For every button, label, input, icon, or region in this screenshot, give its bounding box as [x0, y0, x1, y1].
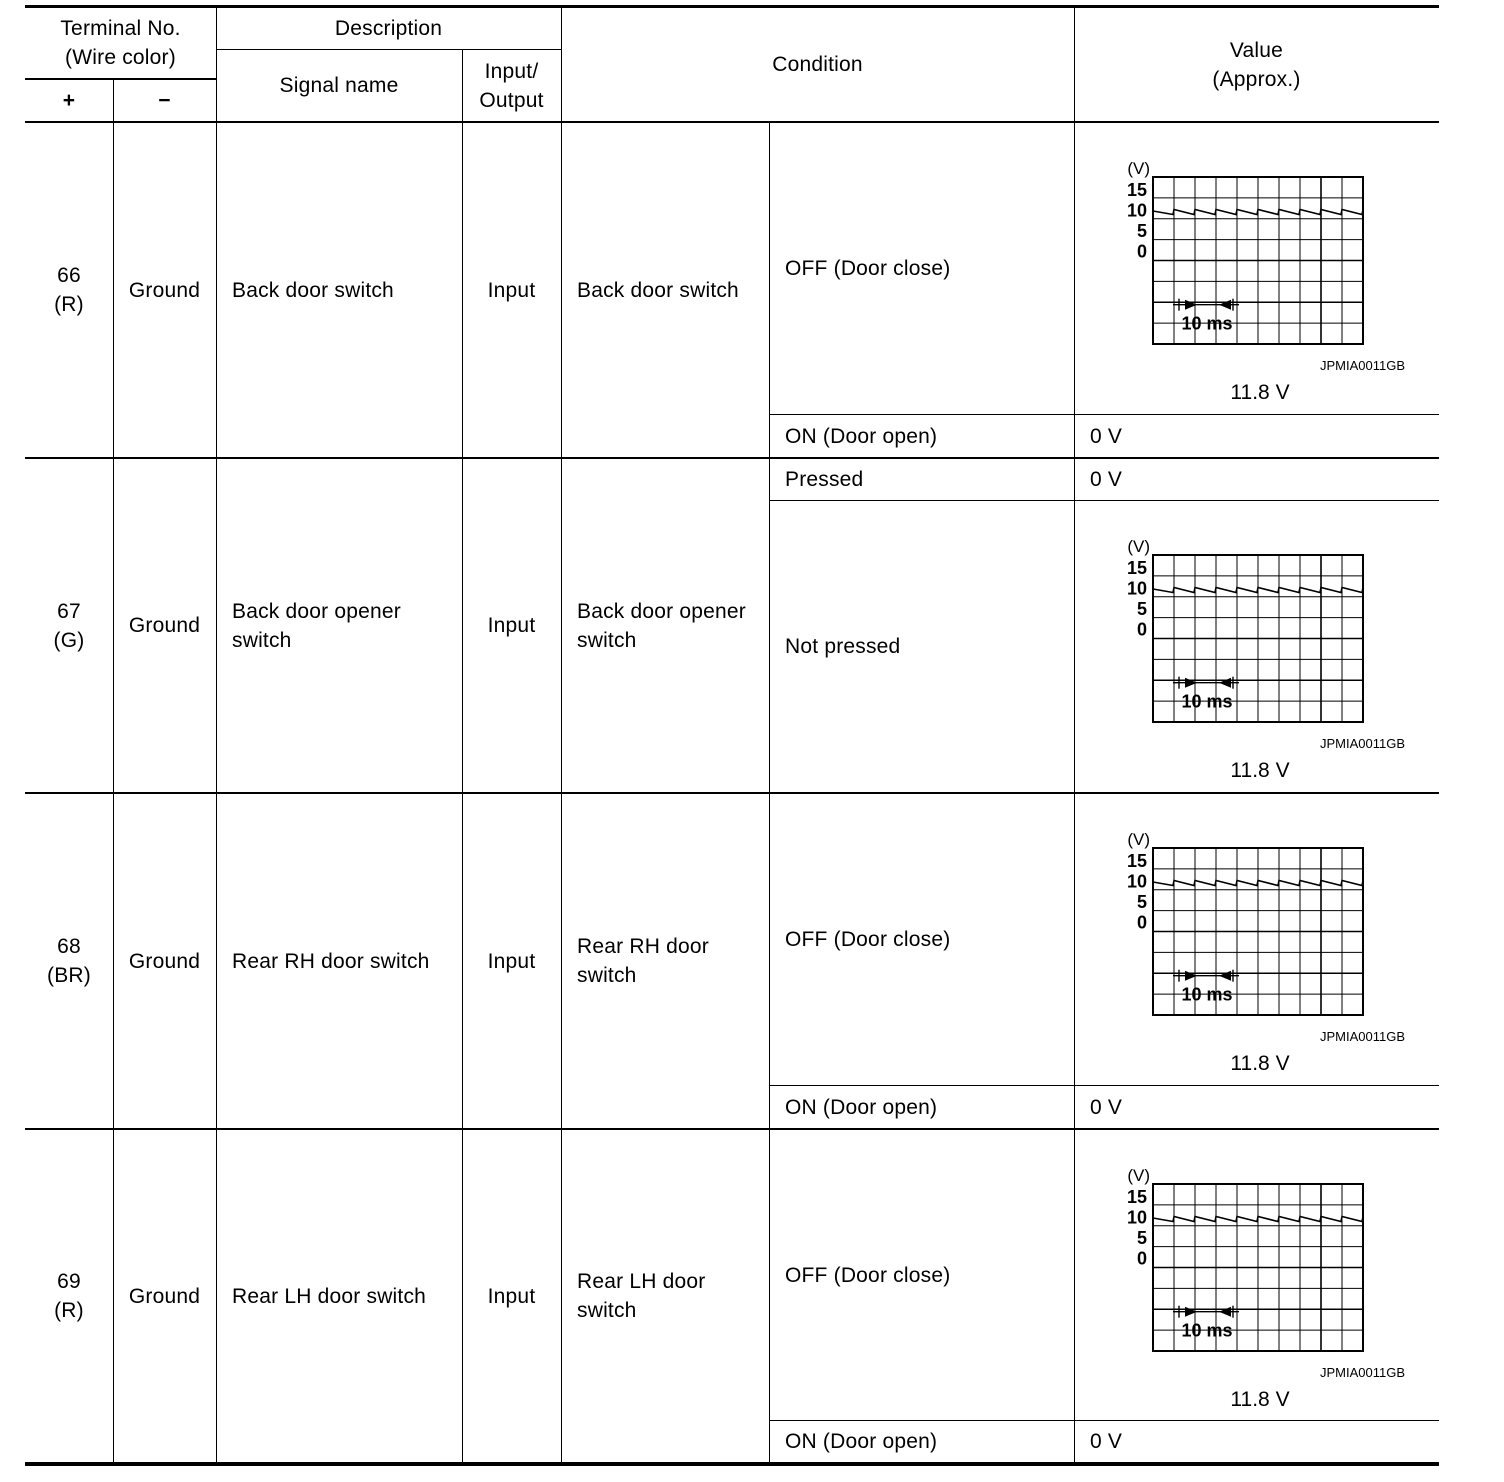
header-condition-text: Condition [772, 53, 863, 76]
value-69-on [1074, 1421, 1439, 1462]
header-plus-text: + [62, 89, 76, 112]
time-marker-arrow [1219, 678, 1231, 688]
terminal-68-text: 68 (BR) [47, 935, 91, 987]
io-69 [462, 1130, 561, 1462]
y-tick-label: 5 [1136, 1228, 1147, 1248]
ground-69 [113, 1130, 216, 1462]
io-67 [462, 459, 561, 792]
terminal-67 [25, 459, 113, 792]
time-scale-label: 10 ms [1181, 313, 1233, 334]
condition-67-text: Back door opener switch [577, 599, 746, 652]
condition-66 [561, 123, 769, 457]
signal-name-66-text: Back door switch [232, 278, 394, 302]
signal-name-67-text: Back door opener switch [232, 599, 401, 652]
ground-68-text: Ground [128, 949, 201, 973]
waveform-69 [1074, 1130, 1439, 1420]
header-value [1074, 8, 1439, 121]
time-scale-label: 10 ms [1181, 691, 1233, 712]
y-tick-label: 0 [1136, 1248, 1147, 1269]
y-tick-label: 10 [1126, 871, 1147, 892]
figure-code: JPMIA0011GB [1319, 1029, 1405, 1044]
signal-name-67 [216, 459, 462, 792]
header-terminal-no-text: Terminal No. (Wire color) [60, 17, 181, 69]
figure-code: JPMIA0011GB [1319, 358, 1405, 373]
terminal-69 [25, 1130, 113, 1462]
header-input-output-text: Input/ Output [479, 59, 544, 112]
ground-69-text: Ground [128, 1284, 201, 1308]
ground-66 [113, 123, 216, 457]
signal-name-69-text: Rear LH door switch [232, 1284, 427, 1308]
terminal-69-text: 69 (R) [54, 1270, 84, 1322]
state-67-not-pressed [769, 501, 1074, 792]
time-marker-arrow [1219, 971, 1231, 981]
io-69-text: Input [487, 1284, 536, 1308]
waveform-67 [1074, 501, 1439, 792]
waveform-figure [1074, 794, 1439, 1084]
unit-label: (V) [1127, 1166, 1150, 1185]
header-input-output [462, 50, 561, 121]
value-66-on [1074, 415, 1439, 457]
y-tick-label: 15 [1126, 180, 1147, 200]
waveform-figure [1074, 123, 1439, 413]
waveform-68 [1074, 794, 1439, 1085]
condition-66-text: Back door switch [577, 278, 739, 302]
terminal-68 [25, 794, 113, 1128]
state-68-off-text: OFF (Door close) [785, 928, 951, 951]
waveform-value: 11.8 V [1230, 1052, 1290, 1075]
state-66-on-text: ON (Door open) [785, 424, 938, 448]
io-66-text: Input [487, 278, 536, 302]
terminal-66-text: 66 (R) [54, 264, 84, 316]
unit-label: (V) [1127, 537, 1150, 556]
header-minus [113, 80, 216, 121]
value-68-on [1074, 1086, 1439, 1128]
state-68-off [769, 794, 1074, 1085]
condition-69 [561, 1130, 769, 1462]
header-condition [561, 8, 1074, 121]
signal-name-68 [216, 794, 462, 1128]
header-minus-text: − [158, 89, 171, 112]
time-marker-arrow [1219, 1307, 1231, 1317]
io-68-text: Input [487, 949, 536, 973]
io-68 [462, 794, 561, 1128]
y-tick-label: 15 [1126, 558, 1147, 578]
value-68-on-text: 0 V [1090, 1095, 1123, 1119]
condition-68-text: Rear RH door switch [577, 935, 709, 987]
state-68-on [769, 1086, 1074, 1128]
y-tick-label: 0 [1136, 619, 1147, 640]
ground-68 [113, 794, 216, 1128]
value-69-on-text: 0 V [1090, 1430, 1123, 1453]
y-tick-label: 10 [1126, 1207, 1147, 1228]
header-signal-name [216, 50, 462, 121]
y-tick-label: 10 [1126, 200, 1147, 221]
signal-name-69 [216, 1130, 462, 1462]
y-tick-label: 5 [1136, 221, 1147, 241]
time-marker-arrow [1219, 300, 1231, 310]
y-tick-label: 5 [1136, 892, 1147, 912]
y-tick-label: 15 [1126, 1187, 1147, 1207]
waveform-value: 11.8 V [1230, 381, 1290, 404]
header-description-text: Description [334, 16, 443, 40]
ground-67 [113, 459, 216, 792]
io-66 [462, 123, 561, 457]
terminal-66 [25, 123, 113, 457]
signal-name-68-text: Rear RH door switch [232, 949, 430, 973]
ground-67-text: Ground [128, 614, 201, 637]
state-69-off [769, 1130, 1074, 1420]
time-scale-label: 10 ms [1181, 1320, 1233, 1341]
waveform-value: 11.8 V [1230, 759, 1290, 782]
y-tick-label: 0 [1136, 241, 1147, 262]
waveform-66 [1074, 123, 1439, 414]
condition-69-text: Rear LH door switch [577, 1270, 706, 1322]
header-description [216, 8, 561, 48]
terminal-67-text: 67 (G) [53, 599, 85, 652]
header-terminal-no [25, 8, 216, 78]
state-69-off-text: OFF (Door close) [785, 1263, 951, 1287]
state-69-on [769, 1421, 1074, 1462]
waveform-figure [1074, 1130, 1439, 1420]
value-66-on-text: 0 V [1090, 424, 1123, 448]
state-66-on [769, 415, 1074, 457]
figure-code: JPMIA0011GB [1319, 736, 1405, 751]
state-67-pressed-text: Pressed [785, 468, 864, 491]
state-66-off-text: OFF (Door close) [785, 257, 951, 280]
figure-code: JPMIA0011GB [1319, 1365, 1405, 1380]
waveform-value: 11.8 V [1230, 1388, 1290, 1411]
ground-66-text: Ground [128, 278, 201, 302]
state-69-on-text: ON (Door open) [785, 1430, 938, 1453]
y-tick-label: 15 [1126, 851, 1147, 871]
header-plus [25, 80, 113, 121]
state-67-not-pressed-text: Not pressed [785, 635, 901, 658]
state-68-on-text: ON (Door open) [785, 1095, 938, 1119]
time-scale-label: 10 ms [1181, 984, 1233, 1005]
y-tick-label: 10 [1126, 578, 1147, 599]
rule-bottom [25, 1462, 1439, 1466]
state-67-pressed [769, 459, 1074, 500]
value-67-pressed [1074, 459, 1439, 500]
value-67-pressed-text: 0 V [1090, 468, 1123, 491]
condition-67 [561, 459, 769, 792]
y-tick-label: 0 [1136, 912, 1147, 933]
header-value-text: Value (Approx.) [1212, 38, 1301, 91]
condition-68 [561, 794, 769, 1128]
unit-label: (V) [1127, 830, 1150, 849]
unit-label: (V) [1127, 159, 1150, 178]
state-66-off [769, 123, 1074, 414]
signal-name-66 [216, 123, 462, 457]
io-67-text: Input [487, 614, 536, 637]
header-signal-name-text: Signal name [279, 74, 399, 97]
waveform-figure [1074, 501, 1439, 791]
y-tick-label: 5 [1136, 599, 1147, 619]
